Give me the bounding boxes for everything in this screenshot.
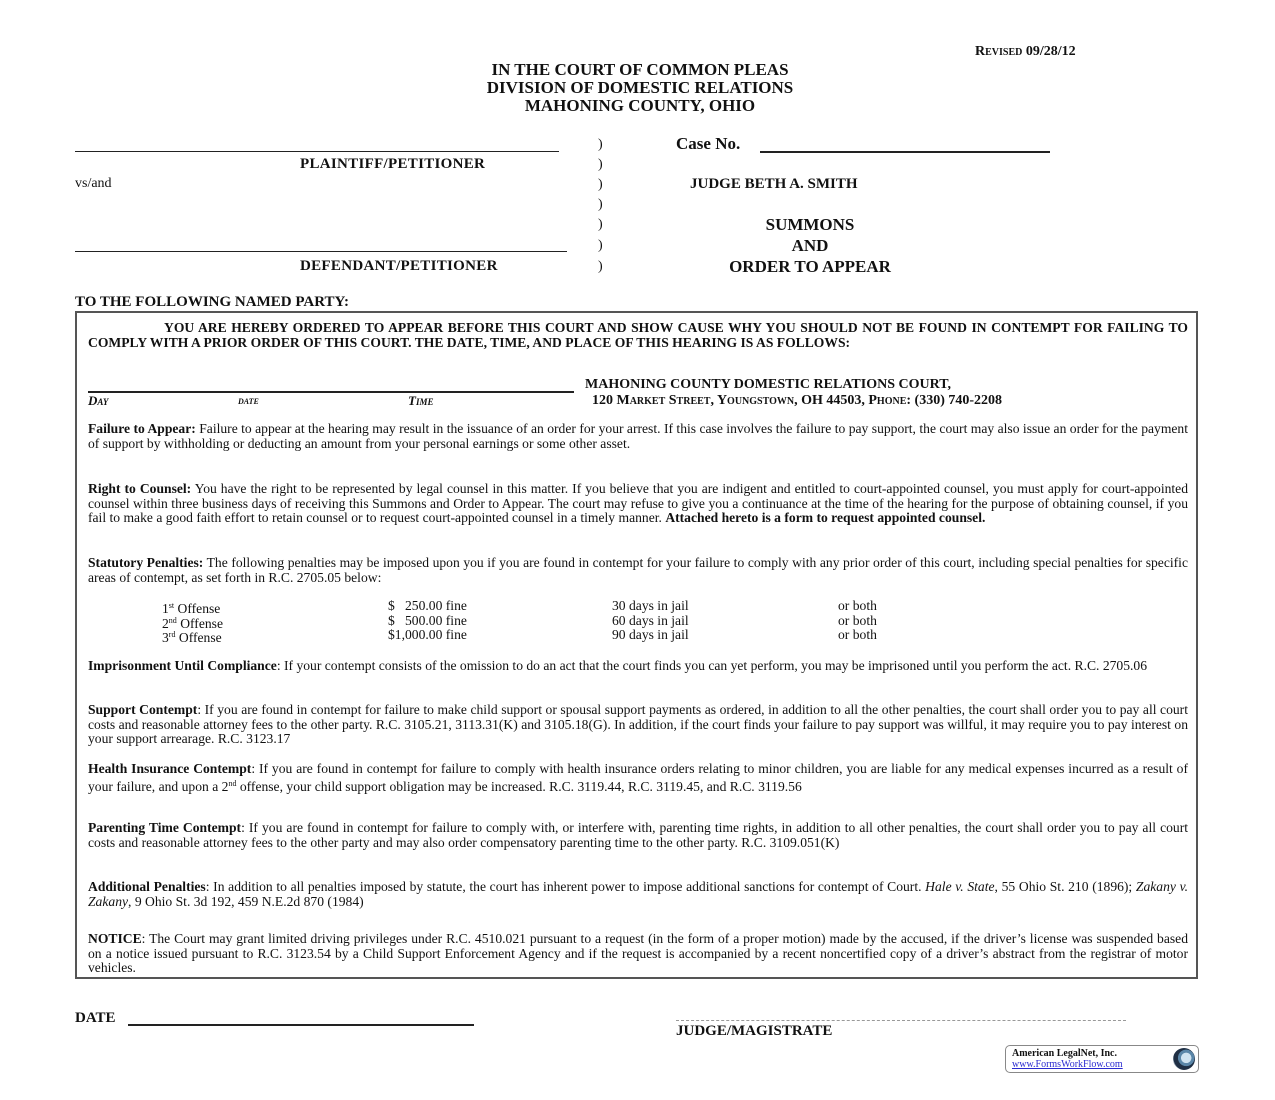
judge-name: JUDGE BETH A. SMITH [690, 176, 858, 192]
penalty-jail: 90 days in jail [612, 627, 689, 642]
court-title-line-2: DIVISION OF DOMESTIC RELATIONS [486, 78, 794, 97]
penalty-offense: 2nd Offense [162, 616, 223, 631]
health-insurance-contempt-section: Health Insurance Contempt: If you are found in contempt for failure to comply with health insurance orders relating to minor children, you are liable for any medical expenses incurred as a result of your failure, and upon a 2nd offense, your child support obligation may be increased. R.C. 3119.44, R.C. 3119.45, and R.C. 3119.56 [88, 761, 1189, 794]
caption-paren: ) [598, 157, 603, 172]
penalty-fine: $1,000.00 fine [388, 627, 467, 642]
signature-date-label: DATE [75, 1010, 116, 1026]
defendant-label: DEFENDANT/PETITIONER [300, 258, 498, 274]
caption-paren: ) [598, 238, 603, 253]
penalty-both: or both [838, 598, 877, 613]
right-to-counsel-section: Right to Counsel: You have the right to be represented by legal counsel in this matter. If you believe that you are indigent and entitled to court-appointed counsel, you must apply for court-appointed counsel within three business days of receiving this Summons and Order to Appear. The court may refuse to give you a continuance at the time of the hearing for the purpose of obtaining counsel, if you fail to make a good faith effort to retain counsel or to request court-appointed counsel in a timely manner. Attached hereto is a form to request appointed counsel. [88, 481, 1188, 526]
caption-paren: ) [598, 259, 603, 274]
judge-signature-line[interactable] [676, 1020, 1126, 1021]
imprisonment-section: Imprisonment Until Compliance: If your contempt consists of the omission to do an act that the court finds you can yet perform, you may be imprisoned until you perform the act. R.C. 2705.06 [88, 658, 1148, 673]
caption-paren: ) [598, 177, 603, 192]
judge-magistrate-label: JUDGE/MAGISTRATE [676, 1023, 833, 1039]
logo-url-link[interactable]: www.FormsWorkFlow.com [1012, 1059, 1123, 1070]
globe-icon [1173, 1048, 1195, 1070]
penalty-jail: 60 days in jail [612, 613, 689, 628]
statutory-penalties-section: Statutory Penalties: The following penalties may be imposed upon you if you are found in contempt for your failure to comply with any prior order of this court, including special penalties for specific areas of contempt, as set forth in R.C. 2705.05 below: [88, 555, 1188, 585]
title-order-to-appear: ORDER TO APPEAR [729, 257, 891, 276]
parenting-time-contempt-section: Parenting Time Contempt: If you are found in contempt for failure to comply with, or interfere with, parenting time rights, in addition to all other penalties, the court shall order you to pay all court costs and reasonable attorney fees to the other party and may also order compensatory parenting time to the other party. R.C. 3109.051(K) [88, 820, 1188, 850]
penalty-fine: $ 250.00 fine [388, 598, 467, 613]
failure-to-appear-section: Failure to Appear: Failure to appear at the hearing may result in the issuance of an order for your arrest. If this case involves the failure to pay support, the court may also issue an order for the payment of support by withholding or deducting an amount from your personal earnings or some other asset. [88, 421, 1189, 451]
penalty-offense: 3rd Offense [162, 630, 222, 645]
hearing-datetime-line[interactable] [88, 391, 574, 393]
penalty-both: or both [838, 613, 877, 628]
court-title-line-3: MAHONING COUNTY, OHIO [524, 96, 756, 115]
order-statement: YOU ARE HEREBY ORDERED TO APPEAR BEFORE THIS COURT AND SHOW CAUSE WHY YOU SHOULD NOT BE FOUND IN CONTEMPT FOR FAILING TO COMPLY WITH A PRIOR ORDER OF THIS COURT. THE DATE, TIME, AND PLACE OF THIS HEARING IS AS FOLLOWS: [88, 320, 1188, 350]
caption-paren: ) [598, 197, 603, 212]
penalty-fine: $ 500.00 fine [388, 613, 467, 628]
versus-label: vs/and [75, 176, 112, 191]
day-label: Day [88, 393, 109, 408]
plaintiff-name-line[interactable] [75, 151, 559, 152]
notice-section: NOTICE: The Court may grant limited driving privileges under R.C. 4510.021 pursuant to a request (in the form of a proper motion) made by the accused, if the driver’s license was suspended based on a notice issued pursuant to R.C. 3123.54 by a Child Support Enforcement Agency and if the request is accompanied by a recent noncertified copy of a driver’s abstract from the registrar of motor vehicles. [88, 931, 1188, 976]
additional-penalties-section: Additional Penalties: In addition to all penalties imposed by statute, the court has inherent power to impose additional sanctions for contempt of Court. Hale v. State, 55 Ohio St. 210 (1896); Zakany v. Zakany, 9 Ohio St. 3d 192, 459 N.E.2d 870 (1984) [88, 879, 1188, 909]
revised-date: Revised 09/28/12 [975, 44, 1076, 59]
date-label: date [238, 393, 259, 407]
defendant-name-line[interactable] [75, 251, 567, 252]
penalty-both: or both [838, 627, 877, 642]
signature-date-field[interactable] [128, 1024, 474, 1026]
case-number-label: Case No. [676, 134, 741, 153]
to-named-party-label: TO THE FOLLOWING NAMED PARTY: [75, 294, 349, 310]
court-location-name: MAHONING COUNTY DOMESTIC RELATIONS COURT, [585, 377, 952, 392]
support-contempt-section: Support Contempt: If you are found in contempt for failure to make child support or spousal support payments as ordered, in addition to all the other penalties, the court shall order you to pay all court costs and reasonable attorney fees to the other party. R.C. 3105.21, 3113.31(K) and 3105.18(G). In addition, if the court finds your failure to pay support was willful, it may require you to pay interest on your support arrearage. R.C. 3123.17 [88, 702, 1188, 747]
caption-paren: ) [598, 137, 603, 152]
court-title-line-1: IN THE COURT OF COMMON PLEAS [491, 60, 789, 79]
american-legalnet-logo[interactable] [1005, 1045, 1199, 1073]
title-and: AND [791, 236, 829, 255]
penalty-offense: 1st Offense [162, 601, 221, 616]
case-number-field[interactable] [760, 151, 1050, 153]
court-address-phone: 120 Market Street, Youngstown, OH 44503, Phone: (330) 740-2208 [592, 393, 1003, 408]
penalty-jail: 30 days in jail [612, 598, 689, 613]
logo-company-name: American LegalNet, Inc. [1012, 1048, 1117, 1059]
title-summons: SUMMONS [765, 215, 855, 234]
caption-paren: ) [598, 217, 603, 232]
plaintiff-label: PLAINTIFF/PETITIONER [300, 156, 486, 172]
time-label: Time [408, 393, 434, 408]
